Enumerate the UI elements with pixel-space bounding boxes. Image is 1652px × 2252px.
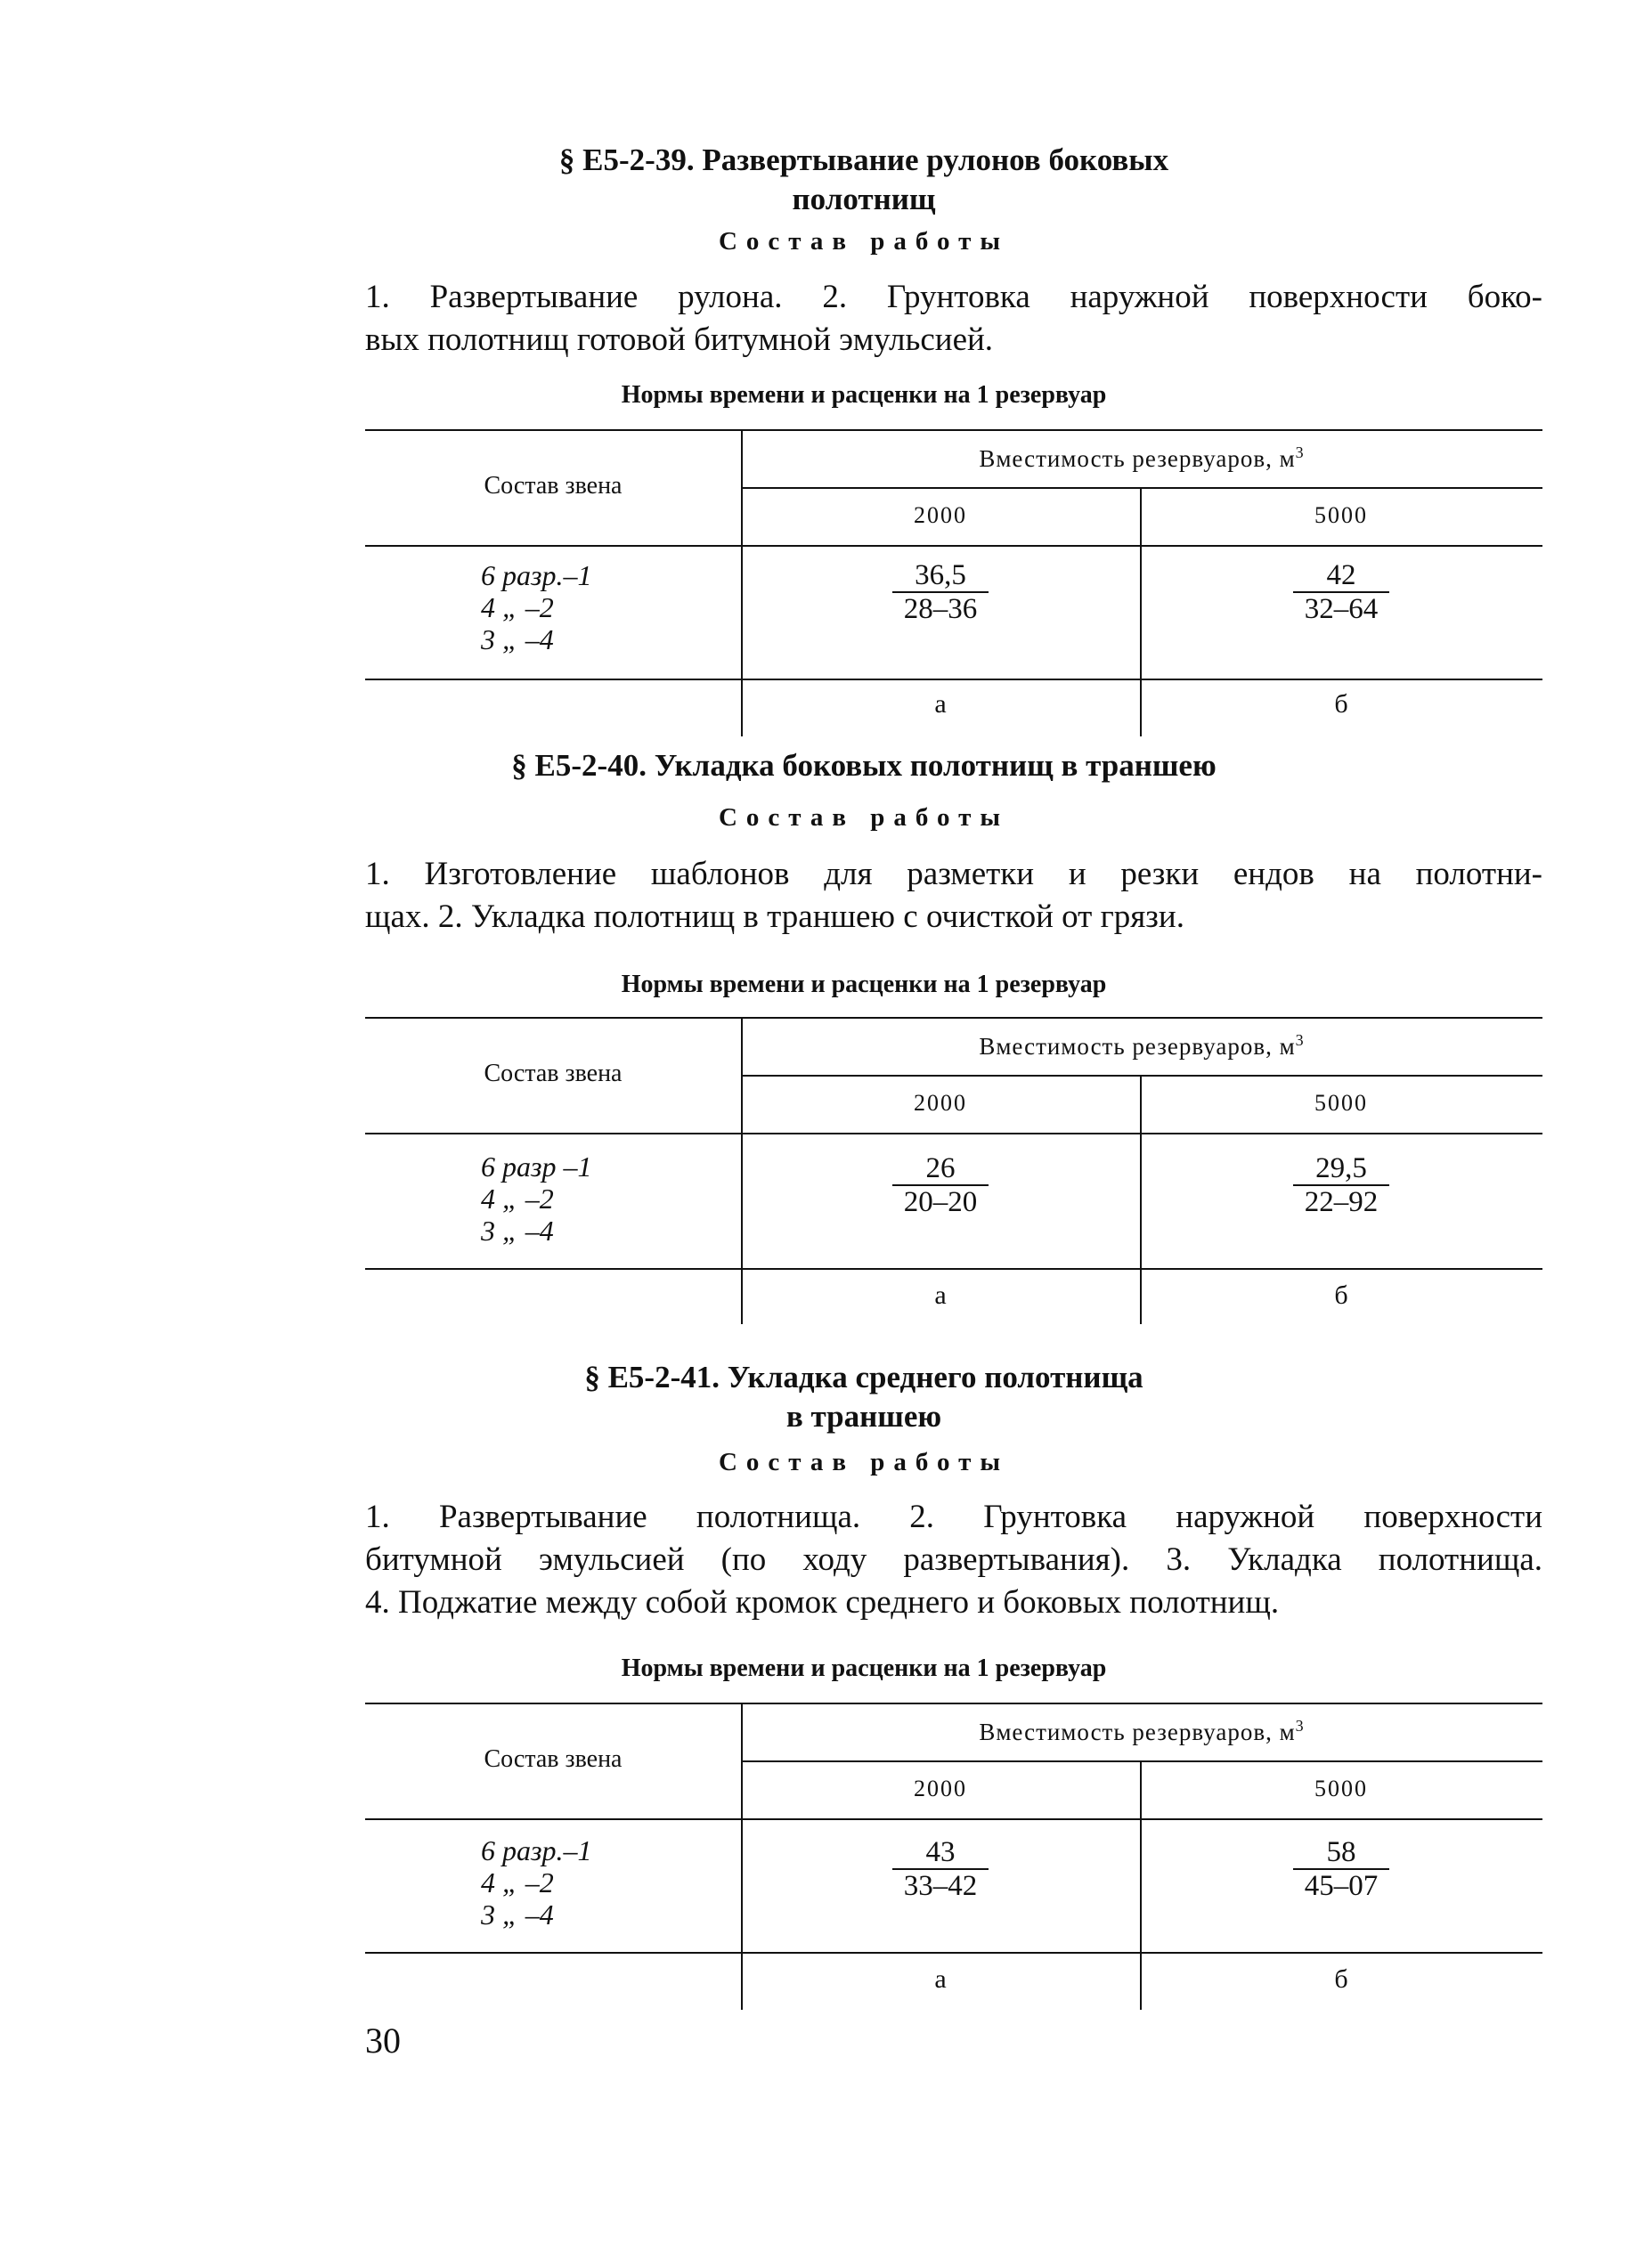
rate-value: 22–92 [1304, 1186, 1379, 1218]
time-norm: 42 [1293, 559, 1389, 593]
crew-composition [481, 1150, 591, 1247]
table-caption: Нормы времени и расценки на 1 резервуар [621, 1654, 1107, 1682]
paragraph-line: 1. Развертывание полотнища. 2. Грунтовка наружной поверхности [365, 1499, 1542, 1535]
table-caption: Нормы времени и расценки на 1 резервуар [621, 971, 1107, 998]
section-title [374, 141, 1354, 219]
table-rule [365, 429, 1542, 431]
work-description [365, 1496, 1542, 1624]
table-rule [365, 1818, 1542, 1820]
unit-superscript: 3 [1295, 443, 1305, 461]
table-rule [365, 1703, 1542, 1704]
time-norm: 36,5 [892, 559, 989, 593]
paragraph-line: 4. Поджатие между собой кромок среднего и боковых полотнищ. [365, 1584, 1280, 1621]
paragraph-line: вых полотнищ готовой битумной эмульсией. [365, 321, 994, 358]
capacity-2000-header: 2000 [914, 502, 967, 528]
work-composition-heading: Состав работы [718, 803, 1010, 832]
section-title-line: в траншею [785, 1399, 942, 1434]
work-composition-heading: Состав работы [718, 1448, 1010, 1476]
table-rule [365, 1268, 1542, 1270]
norm-value-2000 [851, 559, 1029, 625]
norm-value-2000 [851, 1152, 1029, 1218]
table-rule [741, 1017, 743, 1324]
column-letter-a: а [934, 1280, 947, 1310]
norm-value-5000 [1252, 559, 1430, 625]
capacity-5000-header: 5000 [1314, 1090, 1368, 1116]
crew-line: 4 „ –2 [481, 1866, 554, 1898]
crew-column-header: Состав звена [484, 1060, 623, 1087]
table-rule [741, 1075, 1542, 1077]
capacity-label: Вместимость резервуаров, м [979, 1719, 1296, 1745]
rate-value: 20–20 [903, 1186, 978, 1218]
rate-value: 33–42 [903, 1870, 978, 1902]
crew-line: 4 „ –2 [481, 1183, 554, 1215]
norms-table [365, 1703, 1542, 2010]
section-title-line: § Е5-2-39. Развертывание рулонов боковых [558, 142, 1169, 177]
rate-value: 32–64 [1304, 593, 1379, 625]
crew-composition [481, 559, 591, 655]
column-letter-b: б [1334, 689, 1348, 719]
norms-table [365, 429, 1542, 736]
crew-line: 3 „ –4 [481, 623, 554, 655]
crew-composition [481, 1834, 591, 1931]
norm-value-5000 [1252, 1836, 1430, 1902]
capacity-column-header [741, 1031, 1542, 1061]
paragraph-line: битумной эмульсией (по ходу развертывания). 3. Укладка полотнища. [365, 1541, 1542, 1578]
capacity-2000-header: 2000 [914, 1090, 967, 1116]
column-letter-b: б [1334, 1280, 1348, 1310]
time-norm: 43 [892, 1836, 989, 1870]
crew-line: 4 „ –2 [481, 591, 554, 623]
unit-superscript: 3 [1295, 1031, 1305, 1049]
crew-line: 3 „ –4 [481, 1898, 554, 1931]
norm-value-2000 [851, 1836, 1029, 1902]
section-title-line: полотнищ [792, 182, 936, 216]
table-rule [741, 487, 1542, 489]
section-title-line: § Е5-2-41. Укладка среднего полотнища [584, 1360, 1143, 1394]
rate-value: 45–07 [1304, 1870, 1379, 1902]
capacity-5000-header: 5000 [1314, 502, 1368, 528]
work-description [365, 853, 1542, 939]
table-rule [365, 1133, 1542, 1134]
unit-superscript: 3 [1295, 1717, 1305, 1735]
work-description [365, 276, 1542, 362]
capacity-2000-header: 2000 [914, 1776, 967, 1801]
capacity-column-header [741, 1717, 1542, 1746]
section-title [374, 1358, 1354, 1436]
crew-column-header: Состав звена [484, 472, 623, 500]
crew-column-header: Состав звена [484, 1745, 623, 1773]
capacity-label: Вместимость резервуаров, м [979, 445, 1296, 472]
page-number: 30 [365, 2020, 401, 2061]
table-caption: Нормы времени и расценки на 1 резервуар [621, 381, 1107, 409]
capacity-5000-header: 5000 [1314, 1776, 1368, 1801]
section-title [374, 746, 1354, 785]
time-norm: 26 [892, 1152, 989, 1186]
crew-line: 6 разр –1 [481, 1150, 592, 1183]
crew-line: 6 разр.–1 [481, 559, 592, 591]
column-letter-b: б [1334, 1964, 1348, 1994]
norm-value-5000 [1252, 1152, 1430, 1218]
column-letter-a: а [934, 1964, 947, 1994]
norms-table [365, 1017, 1542, 1324]
column-letter-a: а [934, 689, 947, 719]
section-title-line: § Е5-2-40. Укладка боковых полотнищ в траншею [511, 748, 1217, 783]
table-rule [365, 679, 1542, 680]
paragraph-line: щах. 2. Укладка полотнищ в траншею с очисткой от грязи. [365, 898, 1184, 935]
table-rule [365, 545, 1542, 547]
crew-line: 6 разр.–1 [481, 1834, 592, 1866]
table-rule [741, 1760, 1542, 1762]
capacity-column-header [741, 443, 1542, 473]
crew-line: 3 „ –4 [481, 1215, 554, 1247]
rate-value: 28–36 [903, 593, 978, 625]
capacity-label: Вместимость резервуаров, м [979, 1033, 1296, 1060]
work-composition-heading: Состав работы [718, 227, 1010, 256]
table-rule [365, 1952, 1542, 1954]
paragraph-line: 1. Изготовление шаблонов для разметки и резки ендов на полотни- [365, 856, 1542, 892]
paragraph-line: 1. Развертывание рулона. 2. Грунтовка наружной поверхности боко- [365, 279, 1542, 315]
table-rule [365, 1017, 1542, 1019]
time-norm: 58 [1293, 1836, 1389, 1870]
time-norm: 29,5 [1293, 1152, 1389, 1186]
